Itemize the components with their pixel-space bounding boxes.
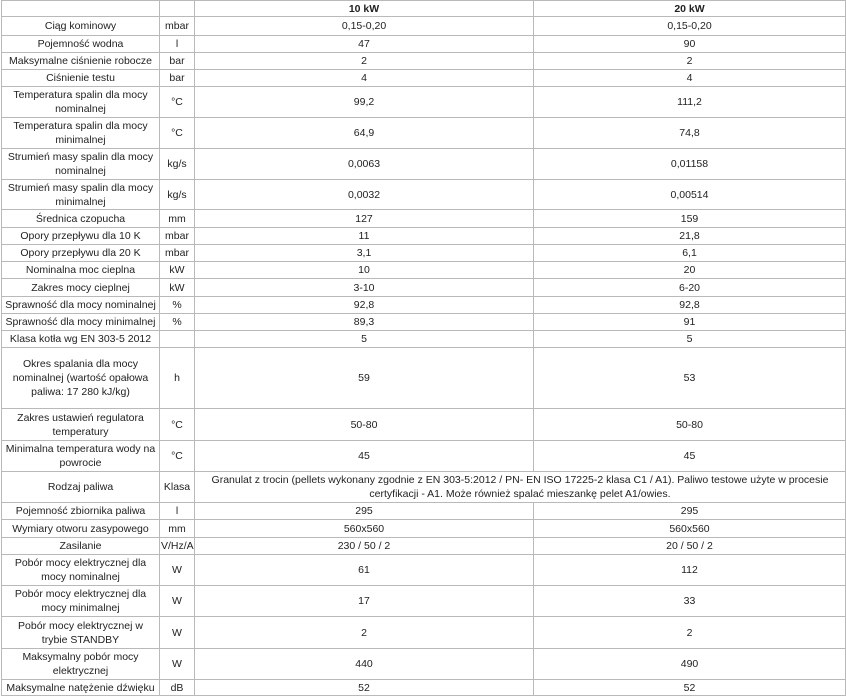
value-20kw: 50-80 (534, 409, 846, 441)
value-20kw: 20 / 50 / 2 (534, 538, 846, 555)
value-10kw: 5 (195, 331, 534, 348)
header-param (2, 1, 160, 17)
table-row (2, 472, 846, 503)
value-10kw: 4 (195, 70, 534, 87)
value-20kw: 2 (534, 617, 846, 649)
value-10kw: 61 (195, 555, 534, 586)
row-unit: mm (160, 210, 195, 228)
value-10kw: 10 (195, 262, 534, 279)
table-row (2, 409, 846, 441)
row-unit: mm (160, 520, 195, 538)
row-unit: °C (160, 441, 195, 472)
row-unit: mbar (160, 228, 195, 245)
value-20kw: 2 (534, 53, 846, 70)
table-row (2, 348, 846, 409)
value-20kw: 0,01158 (534, 149, 846, 180)
value-10kw: 2 (195, 617, 534, 649)
row-unit: bar (160, 53, 195, 70)
value-10kw: 11 (195, 228, 534, 245)
table-row (2, 586, 846, 617)
value-10kw: 230 / 50 / 2 (195, 538, 534, 555)
value-20kw: 111,2 (534, 87, 846, 118)
row-label: Rodzaj paliwa (2, 472, 160, 503)
value-10kw: 17 (195, 586, 534, 617)
row-unit: V/Hz/A (160, 538, 195, 555)
value-20kw: 6-20 (534, 279, 846, 297)
row-label: Pojemność wodna (2, 36, 160, 53)
row-unit: °C (160, 118, 195, 149)
row-unit: W (160, 617, 195, 649)
row-label: Opory przepływu dla 20 K (2, 245, 160, 262)
table-row (2, 297, 846, 314)
row-label: Zakres ustawień regulatora temperatury (2, 409, 160, 441)
value-10kw: 560x560 (195, 520, 534, 538)
value-10kw: 89,3 (195, 314, 534, 331)
row-unit: mbar (160, 245, 195, 262)
value-20kw: 295 (534, 503, 846, 520)
value-20kw: 53 (534, 348, 846, 409)
row-unit: l (160, 36, 195, 53)
value-10kw: 440 (195, 649, 534, 680)
table-row (2, 210, 846, 228)
row-label: Ciśnienie testu (2, 70, 160, 87)
row-unit: bar (160, 70, 195, 87)
value-10kw: 52 (195, 680, 534, 696)
value-20kw: 490 (534, 649, 846, 680)
value-20kw: 560x560 (534, 520, 846, 538)
row-label: Okres spalania dla mocy nominalnej (wartość opałowa paliwa: 17 280 kJ/kg) (2, 348, 160, 409)
row-label: Wymiary otworu zasypowego (2, 520, 160, 538)
table-row (2, 617, 846, 649)
table-row (2, 53, 846, 70)
table-row (2, 149, 846, 180)
table-row (2, 331, 846, 348)
row-label: Pobór mocy elektrycznej w trybie STANDBY (2, 617, 160, 649)
value-10kw: 45 (195, 441, 534, 472)
row-label: Zakres mocy cieplnej (2, 279, 160, 297)
value-10kw: 3,1 (195, 245, 534, 262)
value-10kw: 99,2 (195, 87, 534, 118)
row-label: Pojemność zbiornika paliwa (2, 503, 160, 520)
table-row (2, 36, 846, 53)
row-unit: l (160, 503, 195, 520)
value-20kw: 33 (534, 586, 846, 617)
header-row (2, 1, 846, 17)
header-20kw: 20 kW (534, 1, 846, 17)
value-10kw: 295 (195, 503, 534, 520)
table-row (2, 538, 846, 555)
table-row (2, 228, 846, 245)
row-unit: mbar (160, 17, 195, 36)
row-label: Temperatura spalin dla mocy nominalnej (2, 87, 160, 118)
table-row (2, 17, 846, 36)
value-20kw: 0,00514 (534, 180, 846, 210)
table-row (2, 314, 846, 331)
row-unit: °C (160, 87, 195, 118)
row-label: Temperatura spalin dla mocy minimalnej (2, 118, 160, 149)
row-label: Maksymalne natężenie dźwięku (2, 680, 160, 696)
row-unit: Klasa (160, 472, 195, 503)
table-row (2, 680, 846, 696)
row-label: Minimalna temperatura wody na powrocie (2, 441, 160, 472)
row-unit: W (160, 555, 195, 586)
value-10kw: 2 (195, 53, 534, 70)
row-unit: W (160, 586, 195, 617)
row-label: Ciąg kominowy (2, 17, 160, 36)
row-label: Średnica czopucha (2, 210, 160, 228)
value-10kw: 3-10 (195, 279, 534, 297)
value-10kw: 64,9 (195, 118, 534, 149)
row-unit (160, 331, 195, 348)
spec-table (1, 0, 846, 696)
row-label: Strumień masy spalin dla mocy minimalnej (2, 180, 160, 210)
table-row (2, 262, 846, 279)
value-20kw: 159 (534, 210, 846, 228)
header-unit (160, 1, 195, 17)
table-row (2, 245, 846, 262)
table-row (2, 649, 846, 680)
row-unit: °C (160, 409, 195, 441)
row-label: Pobór mocy elektrycznej dla mocy minimalnej (2, 586, 160, 617)
row-unit: kg/s (160, 180, 195, 210)
value-10kw: 92,8 (195, 297, 534, 314)
row-unit: kW (160, 279, 195, 297)
value-20kw: 92,8 (534, 297, 846, 314)
value-20kw: 91 (534, 314, 846, 331)
value-10kw: 59 (195, 348, 534, 409)
value-20kw: 0,15-0,20 (534, 17, 846, 36)
row-label: Maksymalne ciśnienie robocze (2, 53, 160, 70)
value-10kw: 0,0032 (195, 180, 534, 210)
value-10kw: 47 (195, 36, 534, 53)
value-10kw: 0,0063 (195, 149, 534, 180)
table-row (2, 180, 846, 210)
table-row (2, 87, 846, 118)
row-unit: kW (160, 262, 195, 279)
value-20kw: 5 (534, 331, 846, 348)
table-row (2, 279, 846, 297)
row-label: Opory przepływu dla 10 K (2, 228, 160, 245)
table-row (2, 118, 846, 149)
table-row (2, 441, 846, 472)
header-10kw: 10 kW (195, 1, 534, 17)
value-20kw: 112 (534, 555, 846, 586)
value-10kw: 0,15-0,20 (195, 17, 534, 36)
value-20kw: 20 (534, 262, 846, 279)
row-unit: h (160, 348, 195, 409)
table-row (2, 70, 846, 87)
row-label: Maksymalny pobór mocy elektrycznej (2, 649, 160, 680)
table-row (2, 503, 846, 520)
row-label: Klasa kotła wg EN 303-5 2012 (2, 331, 160, 348)
value-20kw: 6,1 (534, 245, 846, 262)
row-label: Sprawność dla mocy nominalnej (2, 297, 160, 314)
value-10kw: 50-80 (195, 409, 534, 441)
value-20kw: 52 (534, 680, 846, 696)
row-unit: kg/s (160, 149, 195, 180)
row-label: Strumień masy spalin dla mocy nominalnej (2, 149, 160, 180)
row-label: Pobór mocy elektrycznej dla mocy nominalnej (2, 555, 160, 586)
row-unit: % (160, 297, 195, 314)
value-20kw: 90 (534, 36, 846, 53)
row-unit: W (160, 649, 195, 680)
row-label: Zasilanie (2, 538, 160, 555)
table-row (2, 520, 846, 538)
value-20kw: 74,8 (534, 118, 846, 149)
value-20kw: 45 (534, 441, 846, 472)
row-unit: % (160, 314, 195, 331)
row-unit: dB (160, 680, 195, 696)
row-label: Sprawność dla mocy minimalnej (2, 314, 160, 331)
fuel-type-description: Granulat z trocin (pellets wykonany zgodnie z EN 303-5:2012 / PN- EN ISO 17225-2 klasa C1 / A1). Paliwo testowe użyte w procesie certyfikacji - A1. Może również spalać mieszankę pelet A1/owies. (195, 472, 846, 503)
value-10kw: 127 (195, 210, 534, 228)
row-label: Nominalna moc cieplna (2, 262, 160, 279)
value-20kw: 4 (534, 70, 846, 87)
value-20kw: 21,8 (534, 228, 846, 245)
table-row (2, 555, 846, 586)
